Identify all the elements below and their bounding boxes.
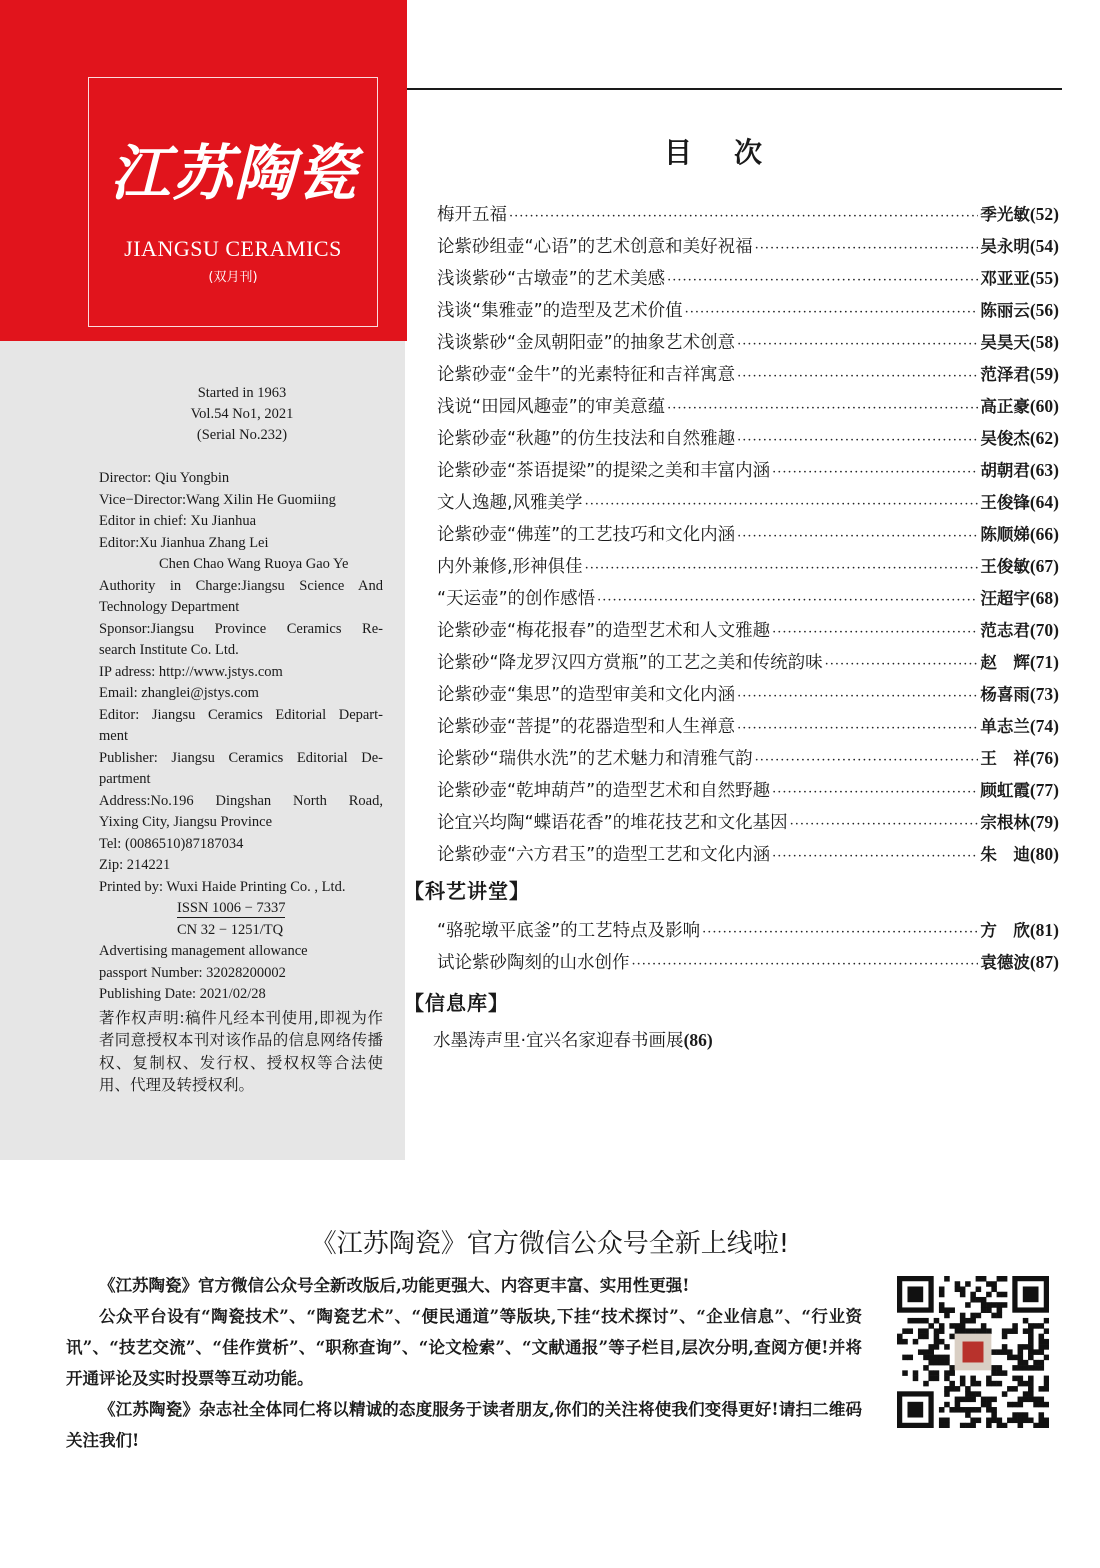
toc-entry-title: 论紫砂壶“六方君玉”的造型工艺和文化内涵 xyxy=(437,845,771,865)
toc-entry[interactable] xyxy=(437,198,1059,230)
toc-entry-page: (71) xyxy=(1029,652,1059,672)
toc-entry-page: (56) xyxy=(1029,300,1059,320)
toc-entry-title: 梅开五福 xyxy=(437,205,507,225)
started-year: Started in 1963 xyxy=(197,385,287,401)
toc-entry-author: 王 祥 xyxy=(980,749,1030,768)
toc-entry-title: 论紫砂壶“佛莲”的工艺技巧和文化内涵 xyxy=(437,525,736,545)
toc-entry-page: (60) xyxy=(1029,396,1059,416)
telephone: Tel: (0086510)87187034 xyxy=(99,835,244,852)
ip-address: IP adress: http://www.jstys.com xyxy=(99,663,283,680)
notice-body xyxy=(66,1270,862,1456)
toc-entry[interactable] xyxy=(437,294,1059,326)
section-heading-news: 【信息库】 xyxy=(404,991,509,1015)
notice-paragraph-2: 公众平台设有“陶瓷技术”、“陶瓷艺术”、“便民通道”等版块,下挂“技术探讨”、“企业信息”、“行业资讯”、“技艺交流”、“佳作赏析”、“职称查询”、“论文检索”、“文献通报”等子栏目,层次分明,查阅方便!并将开通评论及实时投票等互动功能。 xyxy=(66,1307,862,1388)
toc-leader-dots xyxy=(772,457,978,489)
toc-entry-author: 吴永明 xyxy=(980,237,1030,256)
toc-entry-page: (62) xyxy=(1029,428,1059,448)
toc-entry[interactable] xyxy=(437,326,1059,358)
toc-entry-title: 论紫砂“瑞供水洗”的艺术魅力和清雅气韵 xyxy=(437,749,753,769)
toc-entry-page: (73) xyxy=(1029,684,1059,704)
toc-leader-dots xyxy=(597,585,978,617)
toc-entry-title: 论紫砂壶“秋趣”的仿生技法和自然雅趣 xyxy=(437,429,736,449)
toc-leader-dots xyxy=(772,841,978,873)
toc-entry-author: 方 欣 xyxy=(980,921,1030,940)
copyright-statement: 著作权声明:稿件凡经本刊使用,即视为作者同意授权本刊对该作品的信息网络传播权、复制权、发行权、授权权等合法使用、代理及转授权利。 xyxy=(99,1008,383,1094)
serial-number: (Serial No.232) xyxy=(196,427,288,443)
toc-entry-page: (74) xyxy=(1029,716,1059,736)
toc-entry[interactable] xyxy=(437,262,1059,294)
header-rule xyxy=(407,88,1062,90)
toc-entry-author: 吴昊天 xyxy=(980,333,1030,352)
editor-in-chief: Editor in chief: Xu Jianhua xyxy=(99,513,257,529)
toc-entry-title: 论紫砂组壶“心语”的艺术创意和美好祝福 xyxy=(437,237,753,257)
address-cont: Yixing City, Jiangsu Province xyxy=(99,814,273,830)
masthead-panel xyxy=(0,0,407,341)
toc-leader-dots xyxy=(702,917,978,949)
news-item[interactable] xyxy=(433,1027,713,1052)
notice-paragraph-1: 《江苏陶瓷》官方微信公众号全新改版后,功能更强大、内容更丰富、实用性更强! xyxy=(99,1276,690,1295)
toc-entry-author: 范泽君 xyxy=(980,365,1030,384)
toc-title: 目次 xyxy=(664,136,805,169)
toc-entry-author: 高正豪 xyxy=(980,397,1030,416)
authority-cont: Technology Department xyxy=(99,599,240,615)
publisher-cont: partment xyxy=(99,771,151,787)
toc-leader-dots xyxy=(667,393,978,425)
cn-number: CN 32 − 1251/TQ xyxy=(177,921,284,938)
toc-entry-title: 论紫砂“降龙罗汉四方赏瓶”的工艺之美和传统韵味 xyxy=(437,653,823,673)
toc-entry-author: 王俊敏 xyxy=(980,557,1030,576)
credits-block xyxy=(99,468,383,1097)
toc-entry[interactable] xyxy=(437,454,1059,486)
toc-entry[interactable] xyxy=(437,614,1059,646)
toc-entry-page: (77) xyxy=(1029,780,1059,800)
printer: Printed by: Wuxi Haide Printing Co. , Ltd. xyxy=(99,878,346,895)
sponsor: Sponsor:Jiangsu Province Ceramics Re- xyxy=(99,620,383,637)
toc-entry-title: 论紫砂壶“乾坤葫芦”的造型艺术和自然野趣 xyxy=(437,781,771,801)
toc-entry-page: (76) xyxy=(1029,748,1059,768)
address: Address:No.196 Dingshan North Road, xyxy=(99,792,383,809)
toc-entry-page: (87) xyxy=(1029,952,1059,972)
toc-entry-title: 论紫砂壶“梅花报春”的造型艺术和人文雅趣 xyxy=(437,621,771,641)
toc-entry[interactable] xyxy=(437,838,1059,870)
news-item-page: (86) xyxy=(683,1030,713,1050)
toc-entry-author: 杨喜雨 xyxy=(980,685,1030,704)
editor-dept-cont: ment xyxy=(99,728,128,744)
notice-title: 《江苏陶瓷》官方微信公众号全新上线啦! xyxy=(310,1229,790,1259)
toc-entry-author: 朱 迪 xyxy=(980,845,1030,864)
toc-leader-dots xyxy=(685,297,979,329)
toc-entry-title: 浅说“田园风趣壶”的审美意蕴 xyxy=(437,397,666,417)
toc-leader-dots xyxy=(667,265,978,297)
toc-entry-page: (66) xyxy=(1029,524,1059,544)
toc-entry[interactable] xyxy=(437,390,1059,422)
toc-leader-dots xyxy=(737,713,978,745)
toc-entry[interactable] xyxy=(437,582,1059,614)
publishing-date: Publishing Date: 2021/02/28 xyxy=(99,986,266,1002)
zip-code: Zip: 214221 xyxy=(99,857,171,873)
toc-leader-dots xyxy=(755,745,979,777)
publication-info xyxy=(0,383,484,446)
toc-entry-page: (68) xyxy=(1029,588,1059,608)
toc-entry-author: 单志兰 xyxy=(980,717,1030,736)
toc-leader-dots xyxy=(737,425,978,457)
toc-entry-page: (79) xyxy=(1029,812,1059,832)
toc-entry-page: (59) xyxy=(1029,364,1059,384)
toc-entry[interactable] xyxy=(437,518,1059,550)
toc-entry-page: (81) xyxy=(1029,920,1059,940)
ad-allowance: Advertising management allowance xyxy=(99,943,308,959)
editors: Editor:Xu Jianhua Zhang Lei xyxy=(99,534,269,551)
toc-entry-title: 论紫砂壶“茶语提梁”的提梁之美和丰富内涵 xyxy=(437,461,771,481)
toc-entry-title: 试论紫砂陶刻的山水创作 xyxy=(437,953,630,973)
toc-leader-dots xyxy=(509,201,978,233)
toc-entry[interactable] xyxy=(437,742,1059,774)
toc-entry-author: 宗根林 xyxy=(980,813,1030,832)
toc-entry-page: (63) xyxy=(1029,460,1059,480)
toc-entry[interactable] xyxy=(437,230,1059,262)
toc-entry-title: 论紫砂壶“集思”的造型审美和文化内涵 xyxy=(437,685,736,705)
toc-leader-dots xyxy=(755,233,979,265)
qr-code-icon xyxy=(897,1276,1049,1428)
toc-entry-page: (80) xyxy=(1029,844,1059,864)
toc-entry-author: 范志君 xyxy=(980,621,1030,640)
ad-passport: passport Number: 32028200002 xyxy=(99,964,286,981)
toc-entry-title: 浅谈“集雅壶”的造型及艺术价值 xyxy=(437,301,683,321)
toc-entry-author: 赵 辉 xyxy=(980,653,1030,672)
toc-entry-page: (70) xyxy=(1029,620,1059,640)
vice-director: Vice−Director:Wang Xilin He Guomiing xyxy=(99,491,336,508)
wechat-qr-code[interactable] xyxy=(897,1276,1049,1428)
toc-leader-dots xyxy=(737,521,978,553)
toc-leader-dots xyxy=(737,361,978,393)
toc-entry-page: (58) xyxy=(1029,332,1059,352)
toc-entry-title: 论紫砂壶“菩提”的花器造型和人生禅意 xyxy=(437,717,736,737)
toc-leader-dots xyxy=(585,489,979,521)
sponsor-cont: search Institute Co. Ltd. xyxy=(99,642,239,658)
toc-science-list xyxy=(437,914,1059,978)
toc-entry-page: (64) xyxy=(1029,492,1059,512)
toc-entry-author: 袁德波 xyxy=(980,953,1030,972)
publication-frequency: (双月刊) xyxy=(208,270,258,285)
toc-entry-page: (52) xyxy=(1029,204,1059,224)
toc-entry-title: 浅谈紫砂“古墩壶”的艺术美感 xyxy=(437,269,666,289)
editor-dept: Editor: Jiangsu Ceramics Editorial Depart- xyxy=(99,706,383,723)
section-heading-science: 【科艺讲堂】 xyxy=(404,879,530,903)
toc-entry-page: (55) xyxy=(1029,268,1059,288)
journal-title-en: JIANGSU CERAMICS xyxy=(124,236,342,261)
toc-entry-author: 吴俊杰 xyxy=(980,429,1030,448)
notice-paragraph-3: 《江苏陶瓷》杂志社全体同仁将以精诚的态度服务于读者朋友,你们的关注将使我们变得更好!请扫二维码关注我们! xyxy=(66,1400,862,1450)
toc-entry-page: (67) xyxy=(1029,556,1059,576)
toc-entry-title: 浅谈紫砂“金凤朝阳壶”的抽象艺术创意 xyxy=(437,333,736,353)
toc-entry-title: “天运壶”的创作感悟 xyxy=(437,589,596,609)
toc-entry[interactable] xyxy=(437,710,1059,742)
toc-leader-dots xyxy=(632,949,979,981)
director: Director: Qiu Yongbin xyxy=(99,470,230,486)
toc-entry[interactable] xyxy=(437,946,1059,978)
toc-list xyxy=(437,198,1059,870)
toc-entry-author: 季光敏 xyxy=(980,205,1030,224)
toc-entry[interactable] xyxy=(437,914,1059,946)
toc-leader-dots xyxy=(790,809,979,841)
toc-leader-dots xyxy=(737,681,978,713)
toc-entry-title: 论宜兴均陶“蝶语花香”的堆花技艺和文化基因 xyxy=(437,813,788,833)
toc-entry-author: 陈顺娣 xyxy=(980,525,1030,544)
toc-entry-author: 顾虹霞 xyxy=(980,781,1030,800)
toc-entry-title: 论紫砂壶“金牛”的光素特征和吉祥寓意 xyxy=(437,365,736,385)
masthead-frame xyxy=(88,77,378,327)
toc-leader-dots xyxy=(585,553,979,585)
toc-entry-author: 王俊锋 xyxy=(980,493,1030,512)
toc-entry[interactable] xyxy=(437,806,1059,838)
editors-cont: Chen Chao Wang Ruoya Gao Ye xyxy=(159,556,349,572)
toc-leader-dots xyxy=(772,777,978,809)
journal-logo-cn: 江苏陶瓷 xyxy=(110,139,358,209)
issn-number: ISSN 1006 − 7337 xyxy=(177,900,286,916)
toc-leader-dots xyxy=(772,617,978,649)
issn xyxy=(99,898,383,920)
news-item-title: 水墨涛声里·宜兴名家迎春书画展 xyxy=(433,1031,684,1051)
toc-leader-dots xyxy=(825,649,979,681)
toc-entry-author: 胡朝君 xyxy=(980,461,1030,480)
toc-entry[interactable] xyxy=(437,774,1059,806)
toc-leader-dots xyxy=(737,329,978,361)
volume-number: Vol.54 No1, 2021 xyxy=(190,406,294,422)
toc-entry-author: 汪超宇 xyxy=(980,589,1030,608)
toc-entry-title: “骆驼墩平底釜”的工艺特点及影响 xyxy=(437,921,701,941)
email: Email: zhanglei@jstys.com xyxy=(99,685,259,701)
toc-entry-author: 邓亚亚 xyxy=(980,269,1030,288)
toc-entry[interactable] xyxy=(437,646,1059,678)
publisher: Publisher: Jiangsu Ceramics Editorial De- xyxy=(99,749,383,766)
toc-entry[interactable] xyxy=(437,550,1059,582)
toc-entry-title: 文人逸趣,风雅美学 xyxy=(437,493,583,513)
toc-entry[interactable] xyxy=(437,358,1059,390)
toc-entry[interactable] xyxy=(437,486,1059,518)
toc-entry-title: 内外兼修,形神俱佳 xyxy=(437,557,583,577)
toc-entry[interactable] xyxy=(437,422,1059,454)
info-panel xyxy=(0,341,405,1160)
toc-entry[interactable] xyxy=(437,678,1059,710)
authority: Authority in Charge:Jiangsu Science And xyxy=(99,577,383,594)
toc-entry-page: (54) xyxy=(1029,236,1059,256)
toc-entry-author: 陈丽云 xyxy=(980,301,1030,320)
